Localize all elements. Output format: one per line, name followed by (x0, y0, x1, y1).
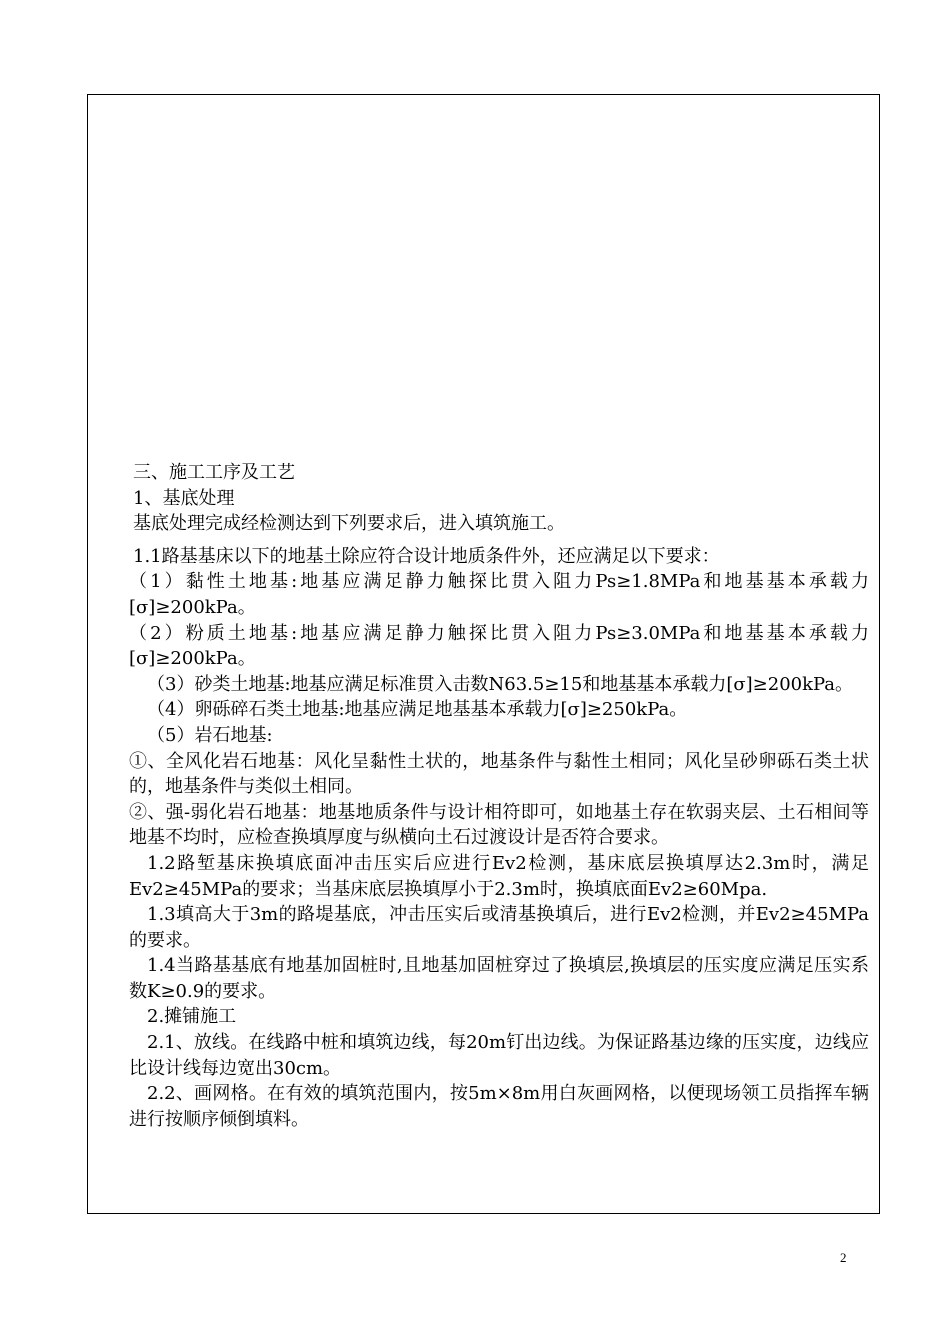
intro-paragraph: 基底处理完成经检测达到下列要求后，进入填筑施工。 (133, 513, 565, 535)
requirement-paragraph: 1.3填高大于3m的路堤基底，冲击压实后或清基换填后，进行Ev2检测，并Ev2≥45MPa的要求。 (129, 904, 869, 951)
document-frame (87, 94, 880, 1214)
subsection-heading: 2.摊铺施工 (147, 1006, 237, 1028)
step-paragraph: 2.1、放线。在线路中桩和填筑边线，每20m钉出边线。为保证路基边缘的压实度，边线应比设计线每边宽出30cm。 (129, 1032, 869, 1079)
requirement-paragraph: 1.2路堑基床换填底面冲击压实后应进行Ev2检测，基床底层换填厚达2.3m时，满足Ev2≥45MPa的要求；当基床底层换填厚小于2.3m时，换填底面Ev2≥60Mpa. (129, 852, 869, 900)
section-title: 三、施工工序及工艺 (133, 462, 295, 483)
condition-paragraph: （2）粉质土地基:地基应满足静力触探比贯入阻力Ps≥3.0MPa和地基基本承载力[σ]≥200kPa。 (129, 622, 869, 670)
page-number: 2 (840, 1250, 847, 1265)
requirement-heading: 1.1路基基床以下的地基土除应符合设计地质条件外，还应满足以下要求： (133, 545, 720, 567)
condition-paragraph: （3）砂类土地基:地基应满足标准贯入击数N63.5≥15和地基基本承载力[σ]≥200kPa。 (147, 673, 854, 695)
condition-paragraph: （4）卵砾碎石类土地基:地基应满足地基基本承载力[σ]≥250kPa。 (147, 699, 688, 721)
subsection-heading: 1、基底处理 (133, 487, 235, 509)
rock-paragraph: ②、强-弱化岩石地基：地基地质条件与设计相符即可，如地基土存在软弱夹层、土石相间等地基不均时，应检查换填厚度与纵横向土石过渡设计是否符合要求。 (129, 801, 869, 849)
rock-paragraph: ①、全风化岩石地基：风化呈黏性土状的，地基条件与黏性土相同；风化呈砂卵砾石类土状的，地基条件与类似土相同。 (129, 750, 869, 798)
condition-paragraph: （1）黏性土地基:地基应满足静力触探比贯入阻力Ps≥1.8MPa和地基基本承载力[σ]≥200kPa。 (129, 571, 869, 618)
requirement-paragraph: 1.4当路基基底有地基加固桩时,且地基加固桩穿过了换填层,换填层的压实度应满足压实系数K≥0.9的要求。 (129, 955, 869, 1002)
document-body (129, 460, 869, 1132)
condition-paragraph: （5）岩石地基: (147, 724, 273, 746)
step-paragraph: 2.2、画网格。在有效的填筑范围内，按5m×8m用白灰画网格，以便现场领工员指挥车辆进行按顺序倾倒填料。 (129, 1083, 869, 1130)
